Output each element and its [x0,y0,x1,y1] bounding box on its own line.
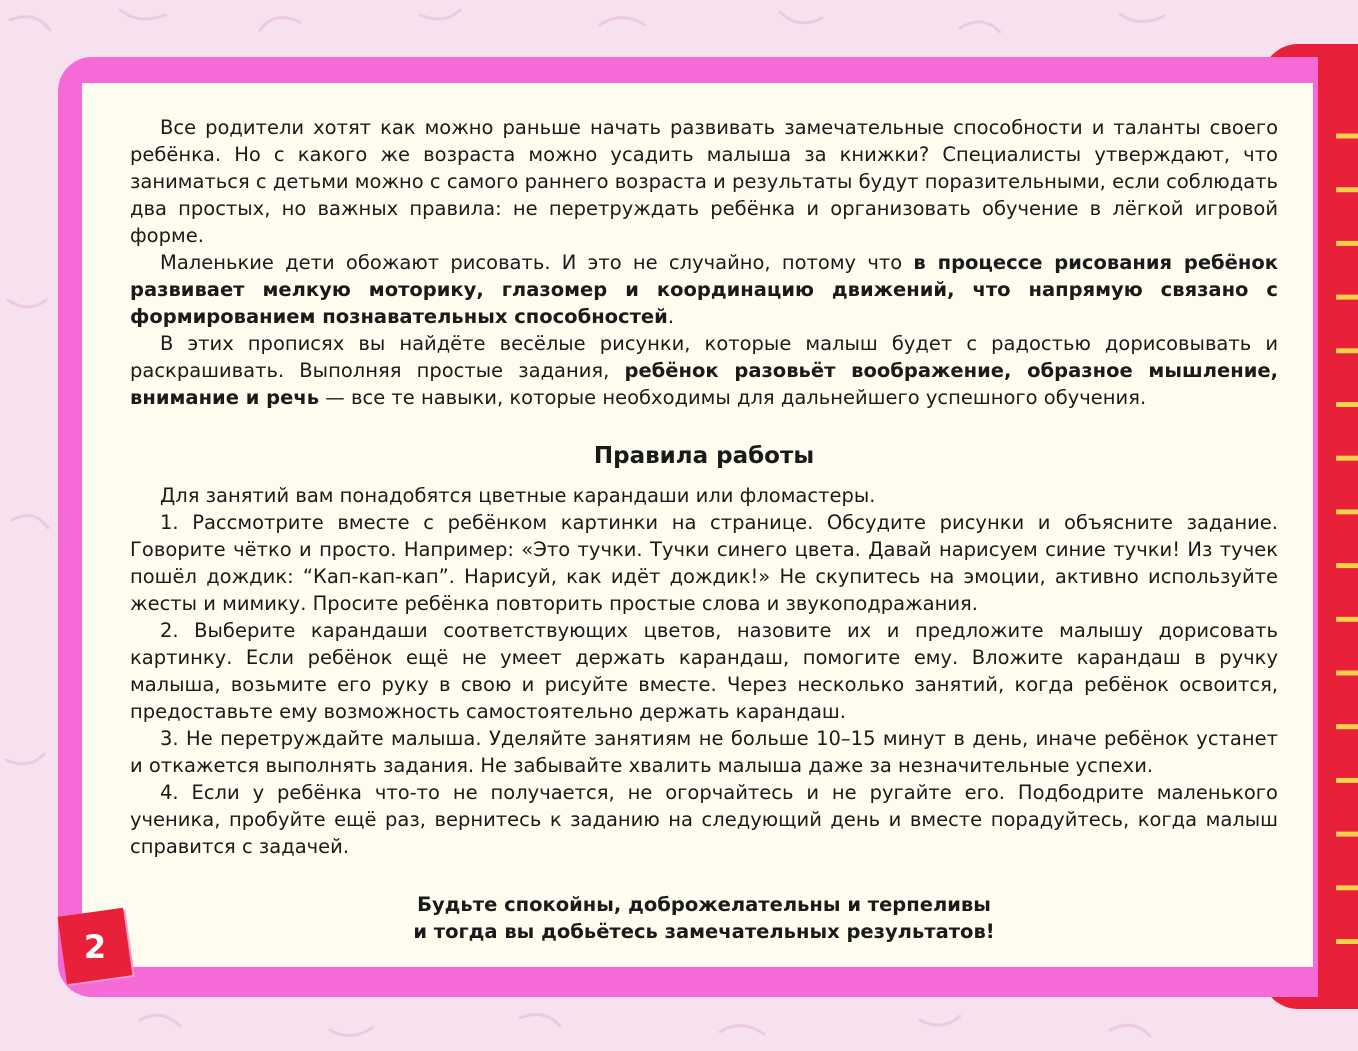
closing-line-2: и тогда вы добьётесь замечательных результатов! [413,920,995,943]
intro-3-text-b: — все те навыки, которые необходимы для дальнейшего успешного обучения. [319,386,1147,409]
binding-ring [1329,720,1358,734]
binding-ring [1329,236,1358,250]
binding-ring [1329,451,1358,465]
intro-paragraph-1 [130,114,1278,249]
spiral-binding-rings [1322,122,1358,962]
binding-ring [1329,935,1358,949]
intro-2-text-b: . [667,305,675,328]
closing-message [130,891,1278,945]
rule-2: 2. Выберите карандаши соответствующих цветов, назовите их и предложите малышу дорисовать картинку. Если ребёнок ещё не умеет держать карандаш, помогите ему. Вложите карандаш в ручку малыша, возьмите его руку в свою и рисуйте вместе. Через несколько занятий, когда ребёнок освоится, предоставьте ему возможность самостоятельно держать карандаш. [130,619,1278,723]
intro-2-bold: в процессе рисования ребёнок развивает мелкую моторику, глазомер и координацию движений, что напрямую связано с формированием познавательных способностей [130,251,1278,328]
binding-ring [1329,773,1358,787]
intro-paragraph-3 [130,330,1278,411]
rule-4: 4. Если у ребёнка что-то не получается, не огорчайтесь и не ругайте его. Подбодрите маленького ученика, пробуйте ещё раз, вернитесь к заданию на следующий день и вместе порадуйтесь, когда малыш справится с задачей. [130,781,1278,858]
binding-ring [1329,559,1358,573]
binding-ring [1329,398,1358,412]
rule-1: 1. Рассмотрите вместе с ребёнком картинки на странице. Обсудите рисунки и объясните задание. Говорите чётко и просто. Например: «Это тучки. Тучки синего цвета. Давай нарисуем синие тучки! Из тучек пошёл дождик: “Кап-кап-кап”. Нарисуй, как идёт дождик!» Не скупитесь на эмоции, активно используйте жесты и мимику. Просите ребёнка повторить простые слова и звукоподражания. [130,511,1278,615]
binding-ring [1329,881,1358,895]
text-content [130,114,1278,945]
binding-ring [1329,129,1358,143]
rule-3: 3. Не перетруждайте малыша. Уделяйте занятиям не больше 10–15 минут в день, иначе ребёнок устанет и откажется выполнять задания. Не забывайте хвалить малыша даже за незначительные успехи. [130,727,1278,777]
rules-heading: Правила работы [593,443,815,469]
intro-3-bold: ребёнок разовьёт воображение, образное мышление, внимание и речь [130,359,1278,409]
binding-ring [1329,344,1358,358]
closing-line-1: Будьте спокойны, доброжелательны и терпеливы [417,893,991,916]
intro-2-text-a: Маленькие дети обожают рисовать. И это не случайно, потому что [160,251,914,274]
intro-paragraph-2 [130,249,1278,330]
binding-ring [1329,827,1358,841]
page-number: 2 [83,928,107,966]
binding-ring [1329,666,1358,680]
intro-3-text-a: В этих прописях вы найдёте весёлые рисунки, которые малыш будет с радостью дорисовывать и раскрашивать. Выполняя простые задания, [130,332,1278,382]
intro-1-text: Все родители хотят как можно раньше начать развивать замечательные способности и таланты своего ребёнка. Но с какого же возраста можно усадить малыша за книжки? Специалисты утверждают, что заниматься с детьми можно с самого раннего возраста и результаты будут поразительными, если соблюдать два простых, но важных правила: не перетруждать ребёнка и организовать обучение в лёгкой игровой форме. [130,116,1278,247]
binding-ring [1329,505,1358,519]
binding-ring [1329,183,1358,197]
binding-ring [1329,290,1358,304]
binding-ring [1329,612,1358,626]
rules-intro: Для занятий вам понадобятся цветные карандаши или фломастеры. [160,484,876,507]
